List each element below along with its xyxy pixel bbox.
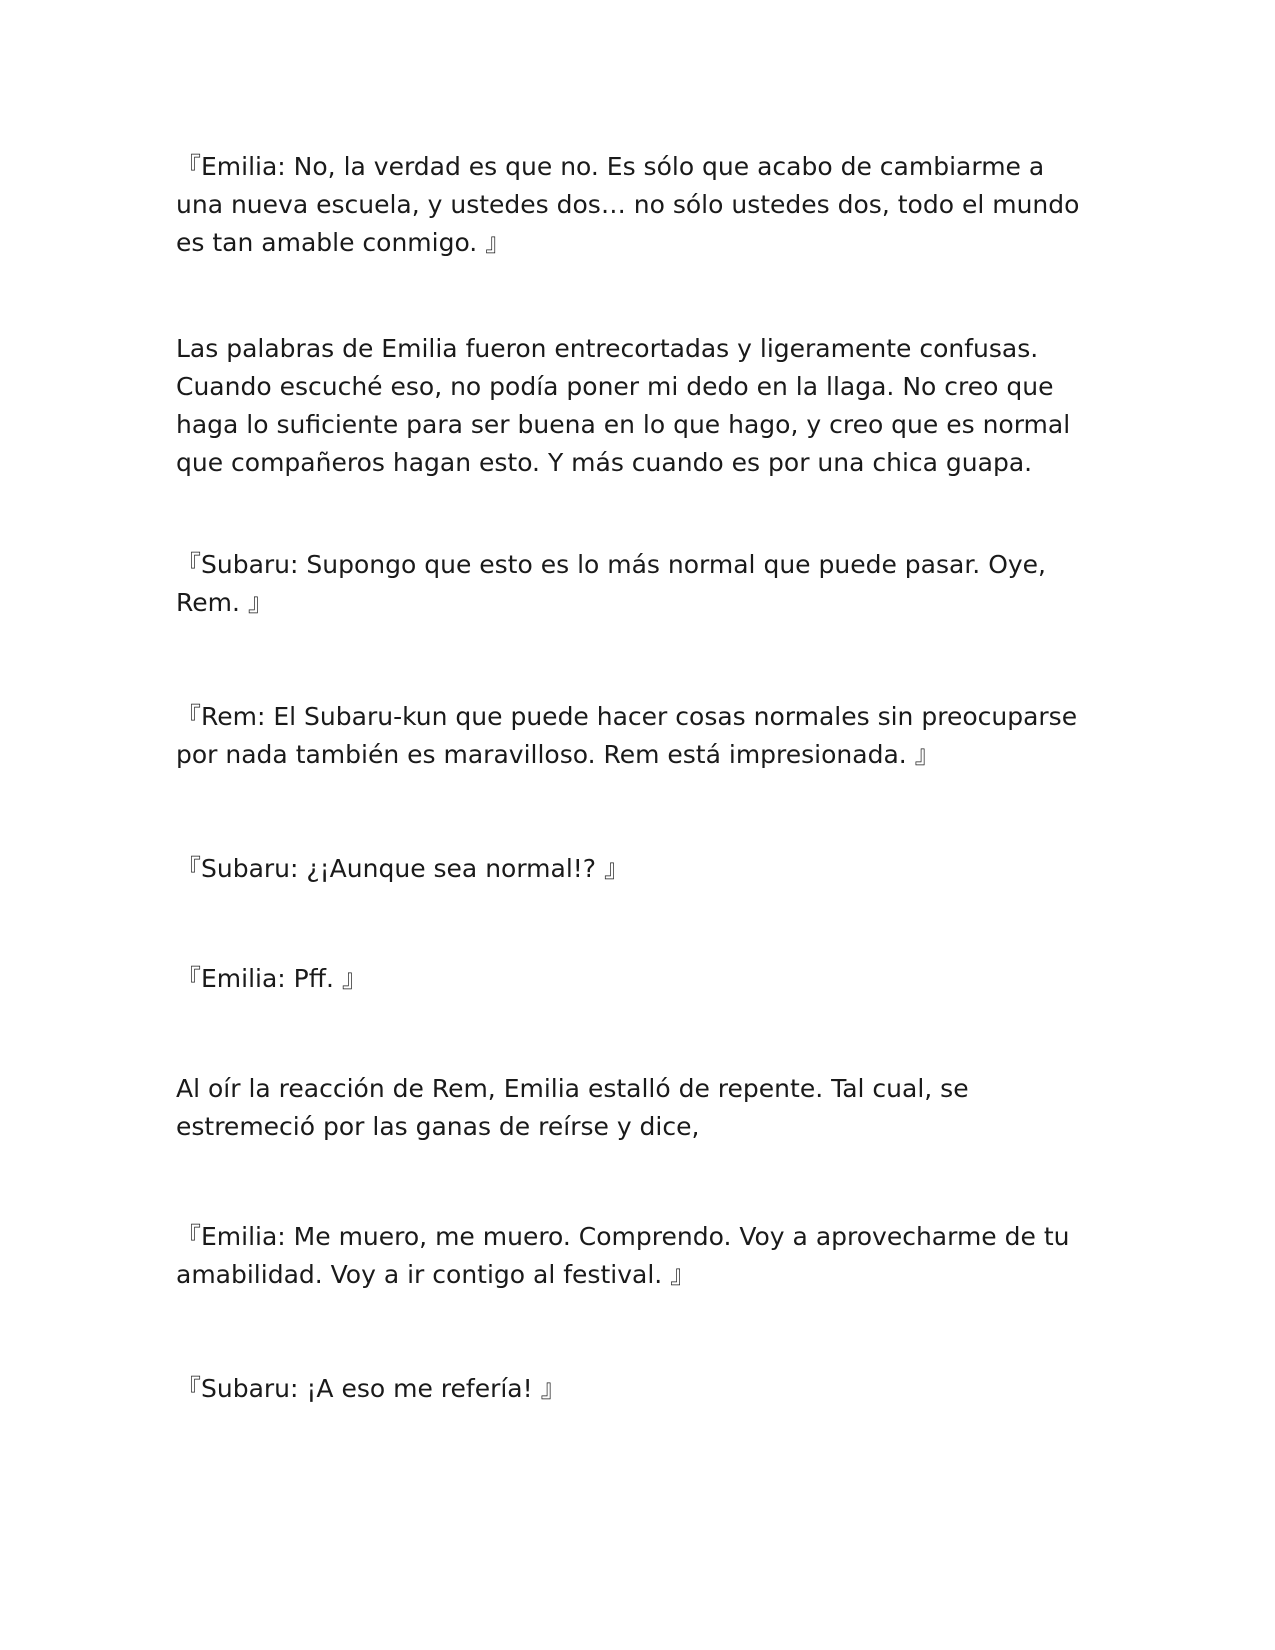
paragraph-narration-2: Al oír la reacción de Rem, Emilia estalló de repente. Tal cual, se estremeció por las ganas de reírse y dice,: [176, 1074, 969, 1141]
paragraph-subaru-dialogue-1: 『Subaru: Supongo que esto es lo más normal que puede pasar. Oye, Rem. 』: [176, 550, 1046, 617]
paragraph-emilia-dialogue-3: 『Emilia: Me muero, me muero. Comprendo. Voy a aprovecharme de tu amabilidad. Voy a ir contigo al festival. 』: [176, 1222, 1070, 1289]
paragraph-subaru-dialogue-3: 『Subaru: ¡A eso me refería! 』: [176, 1374, 566, 1403]
paragraph-emilia-dialogue-2: 『Emilia: Pff. 』: [176, 964, 367, 993]
paragraph-emilia-dialogue-1: 『Emilia: No, la verdad es que no. Es sólo que acabo de cambiarme a una nueva escuela, y ustedes dos… no sólo ustedes dos, todo el mundo es tan amable conmigo. 』: [176, 152, 1080, 257]
paragraph-narration-1: Las palabras de Emilia fueron entrecortadas y ligeramente confusas. Cuando escuché eso, no podía poner mi dedo en la llaga. No creo que haga lo suficiente para ser buena en lo que hago, y creo que es normal que compañeros hagan esto. Y más cuando es por una chica guapa.: [176, 334, 1071, 477]
paragraph-rem-dialogue-1: 『Rem: El Subaru-kun que puede hacer cosas normales sin preocuparse por nada también es maravilloso. Rem está impresionada. 』: [176, 702, 1078, 769]
paragraph-subaru-dialogue-2: 『Subaru: ¿¡Aunque sea normal!? 』: [176, 854, 630, 883]
